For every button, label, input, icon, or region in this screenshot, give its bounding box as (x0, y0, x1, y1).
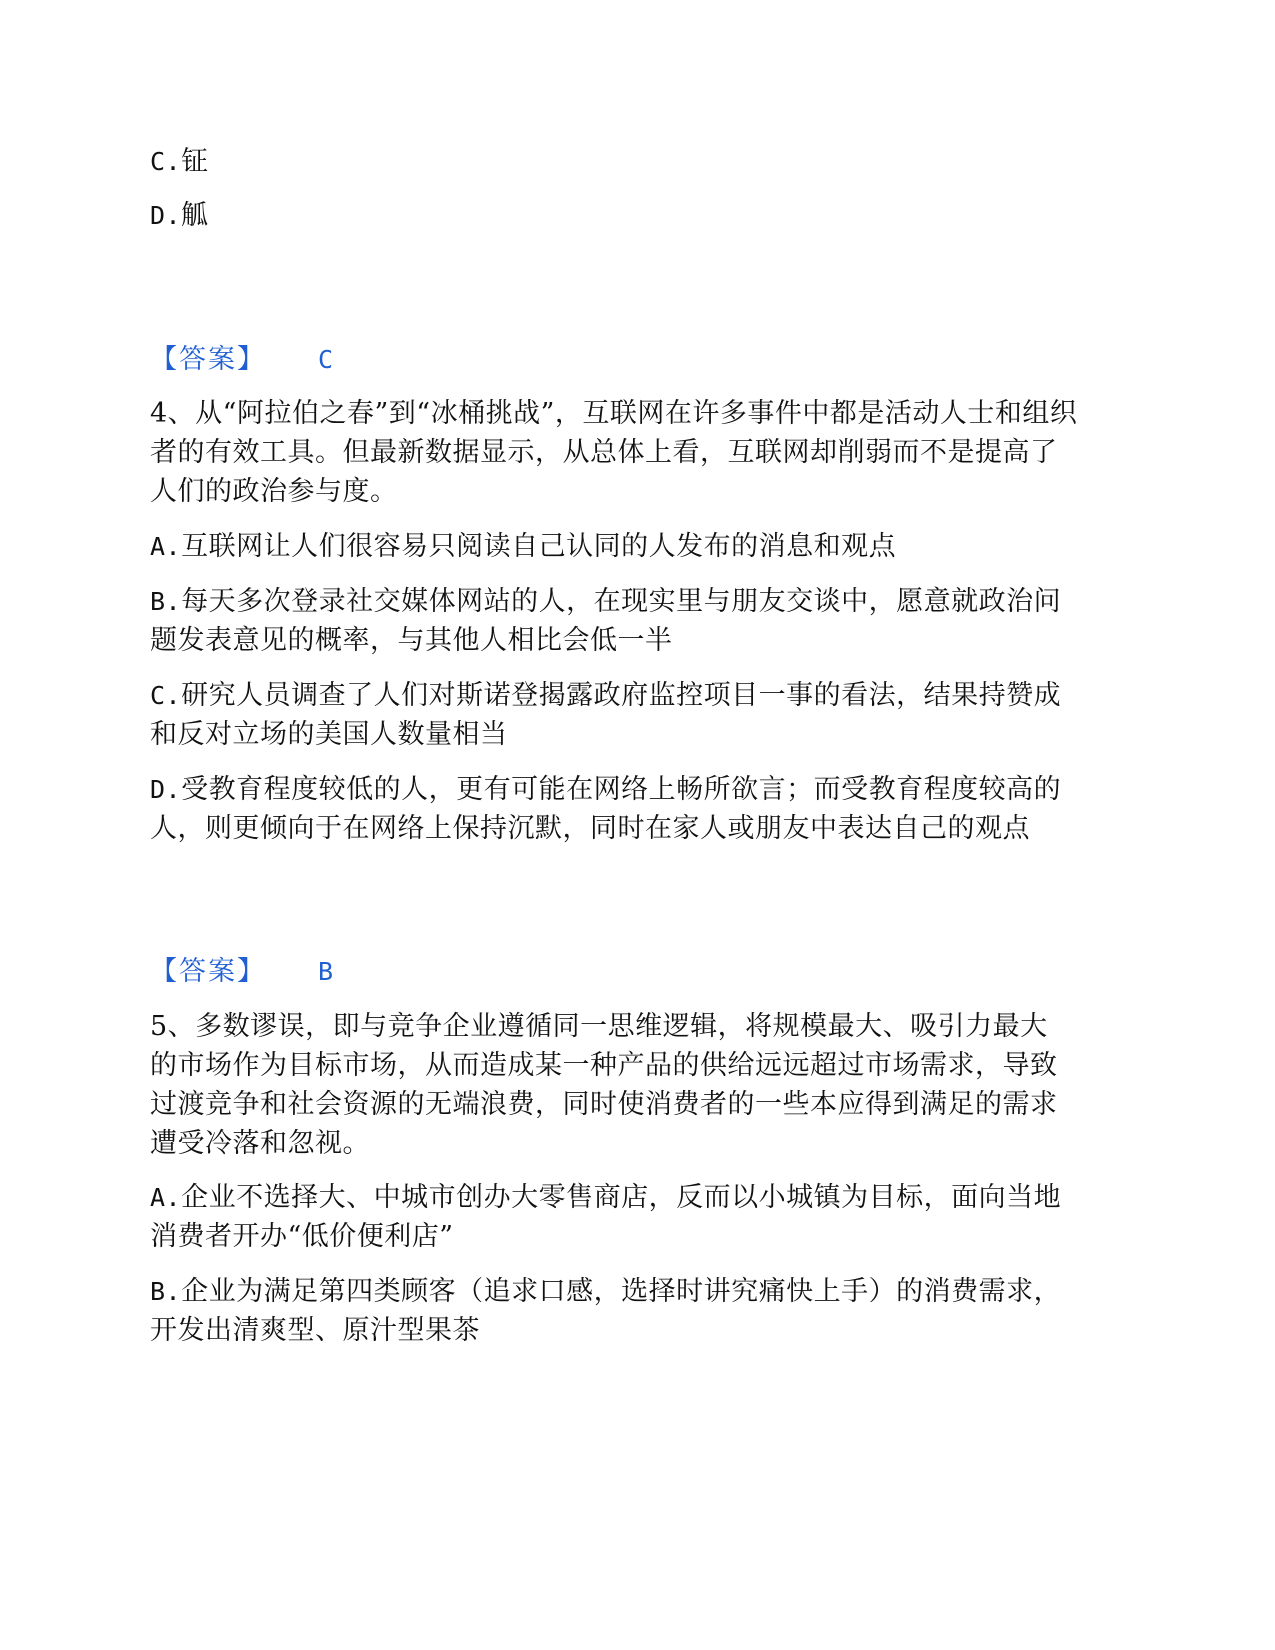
q4-stem-line: 人们的政治参与度。 (150, 476, 398, 507)
q5-stem-line: 5、多数谬误，即与竞争企业遵循同一思维逻辑，将规模最大、吸引力最大 (150, 1011, 1048, 1042)
option-letter: D. (150, 201, 182, 230)
answer-value: C (318, 345, 334, 374)
q3-option-c (150, 142, 1110, 181)
option-text: 觚 (181, 200, 209, 231)
q4-answer (150, 952, 333, 991)
option-text: 每天多次登录社交媒体网站的人，在现实里与朋友交谈中，愿意就政治问 (181, 586, 1062, 617)
q5-option-b (150, 1272, 1110, 1311)
answer-label: 【答案】 (150, 344, 266, 375)
q5-stem-line: 过渡竞争和社会资源的无端浪费，同时使消费者的一些本应得到满足的需求 (150, 1089, 1058, 1120)
answer-value: B (318, 957, 334, 986)
q5-option-b-continued: 开发出清爽型、原汁型果茶 (150, 1315, 480, 1346)
q4-option-d (150, 770, 1110, 809)
option-letter: C. (150, 147, 182, 176)
q4-option-b-continued: 题发表意见的概率，与其他人相比会低一半 (150, 625, 673, 656)
option-letter: A. (150, 1183, 182, 1212)
q5-stem-line: 遭受冷落和忽视。 (150, 1128, 370, 1159)
q4-option-c (150, 676, 1110, 715)
option-letter: C. (150, 681, 182, 710)
q4-option-c-continued: 和反对立场的美国人数量相当 (150, 719, 508, 750)
q3-option-d (150, 196, 1110, 235)
q4-option-a (150, 527, 1110, 566)
option-letter: A. (150, 532, 182, 561)
option-text: 钲 (181, 146, 209, 177)
option-letter: B. (150, 1277, 182, 1306)
q4-stem-line: 者的有效工具。但最新数据显示，从总体上看，互联网却削弱而不是提高了 (150, 437, 1058, 468)
option-text: 企业不选择大、中城市创办大零售商店，反而以小城镇为目标，面向当地 (181, 1182, 1062, 1213)
option-letter: B. (150, 587, 182, 616)
option-letter: D. (150, 775, 182, 804)
q5-option-a-continued: 消费者开办“低价便利店” (150, 1221, 454, 1252)
option-text: 互联网让人们很容易只阅读自己认同的人发布的消息和观点 (181, 531, 897, 562)
q4-option-d-continued: 人，则更倾向于在网络上保持沉默，同时在家人或朋友中表达自己的观点 (150, 813, 1030, 844)
q5-option-a (150, 1178, 1110, 1217)
option-text: 企业为满足第四类顾客（追求口感，选择时讲究痛快上手）的消费需求， (181, 1276, 1062, 1307)
q3-answer (150, 340, 333, 379)
option-text: 研究人员调查了人们对斯诺登揭露政府监控项目一事的看法，结果持赞成 (181, 680, 1062, 711)
option-text: 受教育程度较低的人，更有可能在网络上畅所欲言；而受教育程度较高的 (181, 774, 1062, 805)
q4-stem-line: 4、从“阿拉伯之春”到“冰桶挑战”，互联网在许多事件中都是活动人士和组织 (150, 398, 1078, 429)
q5-stem-line: 的市场作为目标市场，从而造成某一种产品的供给远远超过市场需求，导致 (150, 1050, 1058, 1081)
q4-option-b (150, 582, 1110, 621)
answer-label: 【答案】 (150, 956, 266, 987)
